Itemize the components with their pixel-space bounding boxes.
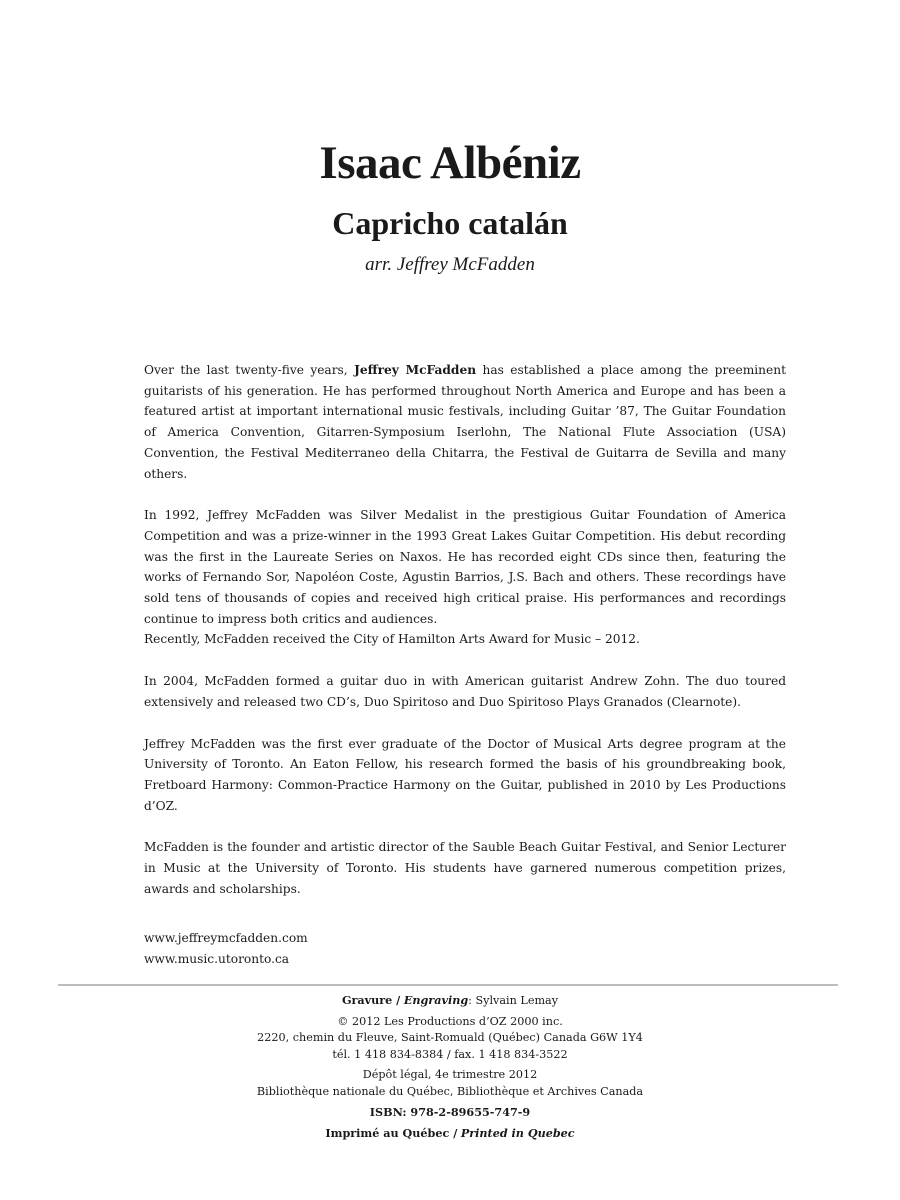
bio-paragraph-2: In 1992, Jeffrey McFadden was Silver Medalist in the prestigious Guitar Foundation of America Competition and was a prize-winner in the 1993 Great Lakes Guitar Competition. His debut recording was the first in the Laureate Series on Naxos. He has recorded eight CDs since then, featuring the works of Fernando Sor, Napoléon Coste, Agustin Barrios, J.S. Bach and others. These recordings have sold tens of thousands of copies and received high critical praise. His performances and recordings continue to impress both critics and audiences. [144,508,786,626]
arranger-credit: arr. Jeffrey McFadden [365,254,535,275]
bio-paragraph-2b: Recently, McFadden received the City of Hamilton Arts Award for Music – 2012. [144,632,640,647]
bio-paragraph-5: McFadden is the founder and artistic director of the Sauble Beach Guitar Festival, and Senior Lecturer in Music at the University of Toronto. His students have garnered numerous competition prizes, awards and scholarships. [144,840,786,896]
engraving-credit: Gravure / Engraving: Sylvain Lemay [341,993,559,1007]
isbn-line: ISBN: 978-2-89655-747-9 [369,1105,531,1119]
link-utoronto[interactable]: www.music.utoronto.ca [144,951,290,966]
website-links [144,928,308,969]
composer-name: Isaac Albéniz [319,137,581,189]
biography [144,360,786,920]
bio-paragraph-3: In 2004, McFadden formed a guitar duo in with American guitarist Andrew Zohn. The duo toured extensively and released two CD’s, Duo Spiritoso and Duo Spiritoso Plays Granados (Clearnote). [144,674,786,709]
bio-paragraph-4: Jeffrey McFadden was the first ever graduate of the Doctor of Musical Arts degree program at the University of Toronto. An Eaton Fellow, his research formed the basis of his groundbreaking book, Fretboard Harmony: Common-Practice Harmony on the Guitar, published in 2010 by Les Productions d’OZ. [144,736,786,813]
printed-line: Imprimé au Québec / Printed in Quebec [325,1125,575,1140]
bio-p1-rest: has established a place among the preeminent guitarists of his generation. He has performed throughout North America and Europe and has been a featured artist at important international music festivals, including Guitar ’87, The Guitar Foundation of America Convention, Gitarren-Symposium Iserlohn, The National Flute Association (USA) Convention, the Festival Mediterraneo della Chitarra, the Festival de Guitarra de Sevilla and many others. [144,363,786,481]
bio-p1-name: Jeffrey McFadden [354,363,477,377]
divider-rule [58,984,838,986]
address-line: 2220, chemin du Fleuve, Saint-Romuald (Québec) Canada G6W 1Y4 [257,1031,643,1044]
link-jeffreymcfadden[interactable]: www.jeffreymcfadden.com [144,931,308,945]
work-title: Capricho catalán [332,205,568,241]
bio-paragraph-1 [144,360,786,484]
bio-p1-intro: Over the last twenty-five years, [144,363,355,377]
depot-line: Dépôt légal, 4e trimestre 2012 [362,1068,538,1081]
copyright-line: © 2012 Les Productions d’OZ 2000 inc. [337,1014,563,1028]
publisher-credits [0,992,900,1142]
libraries-line: Bibliothèque nationale du Québec, Bibliothèque et Archives Canada [256,1084,644,1098]
phone-line: tél. 1 418 834-8384 / fax. 1 418 834-3522 [332,1047,568,1061]
